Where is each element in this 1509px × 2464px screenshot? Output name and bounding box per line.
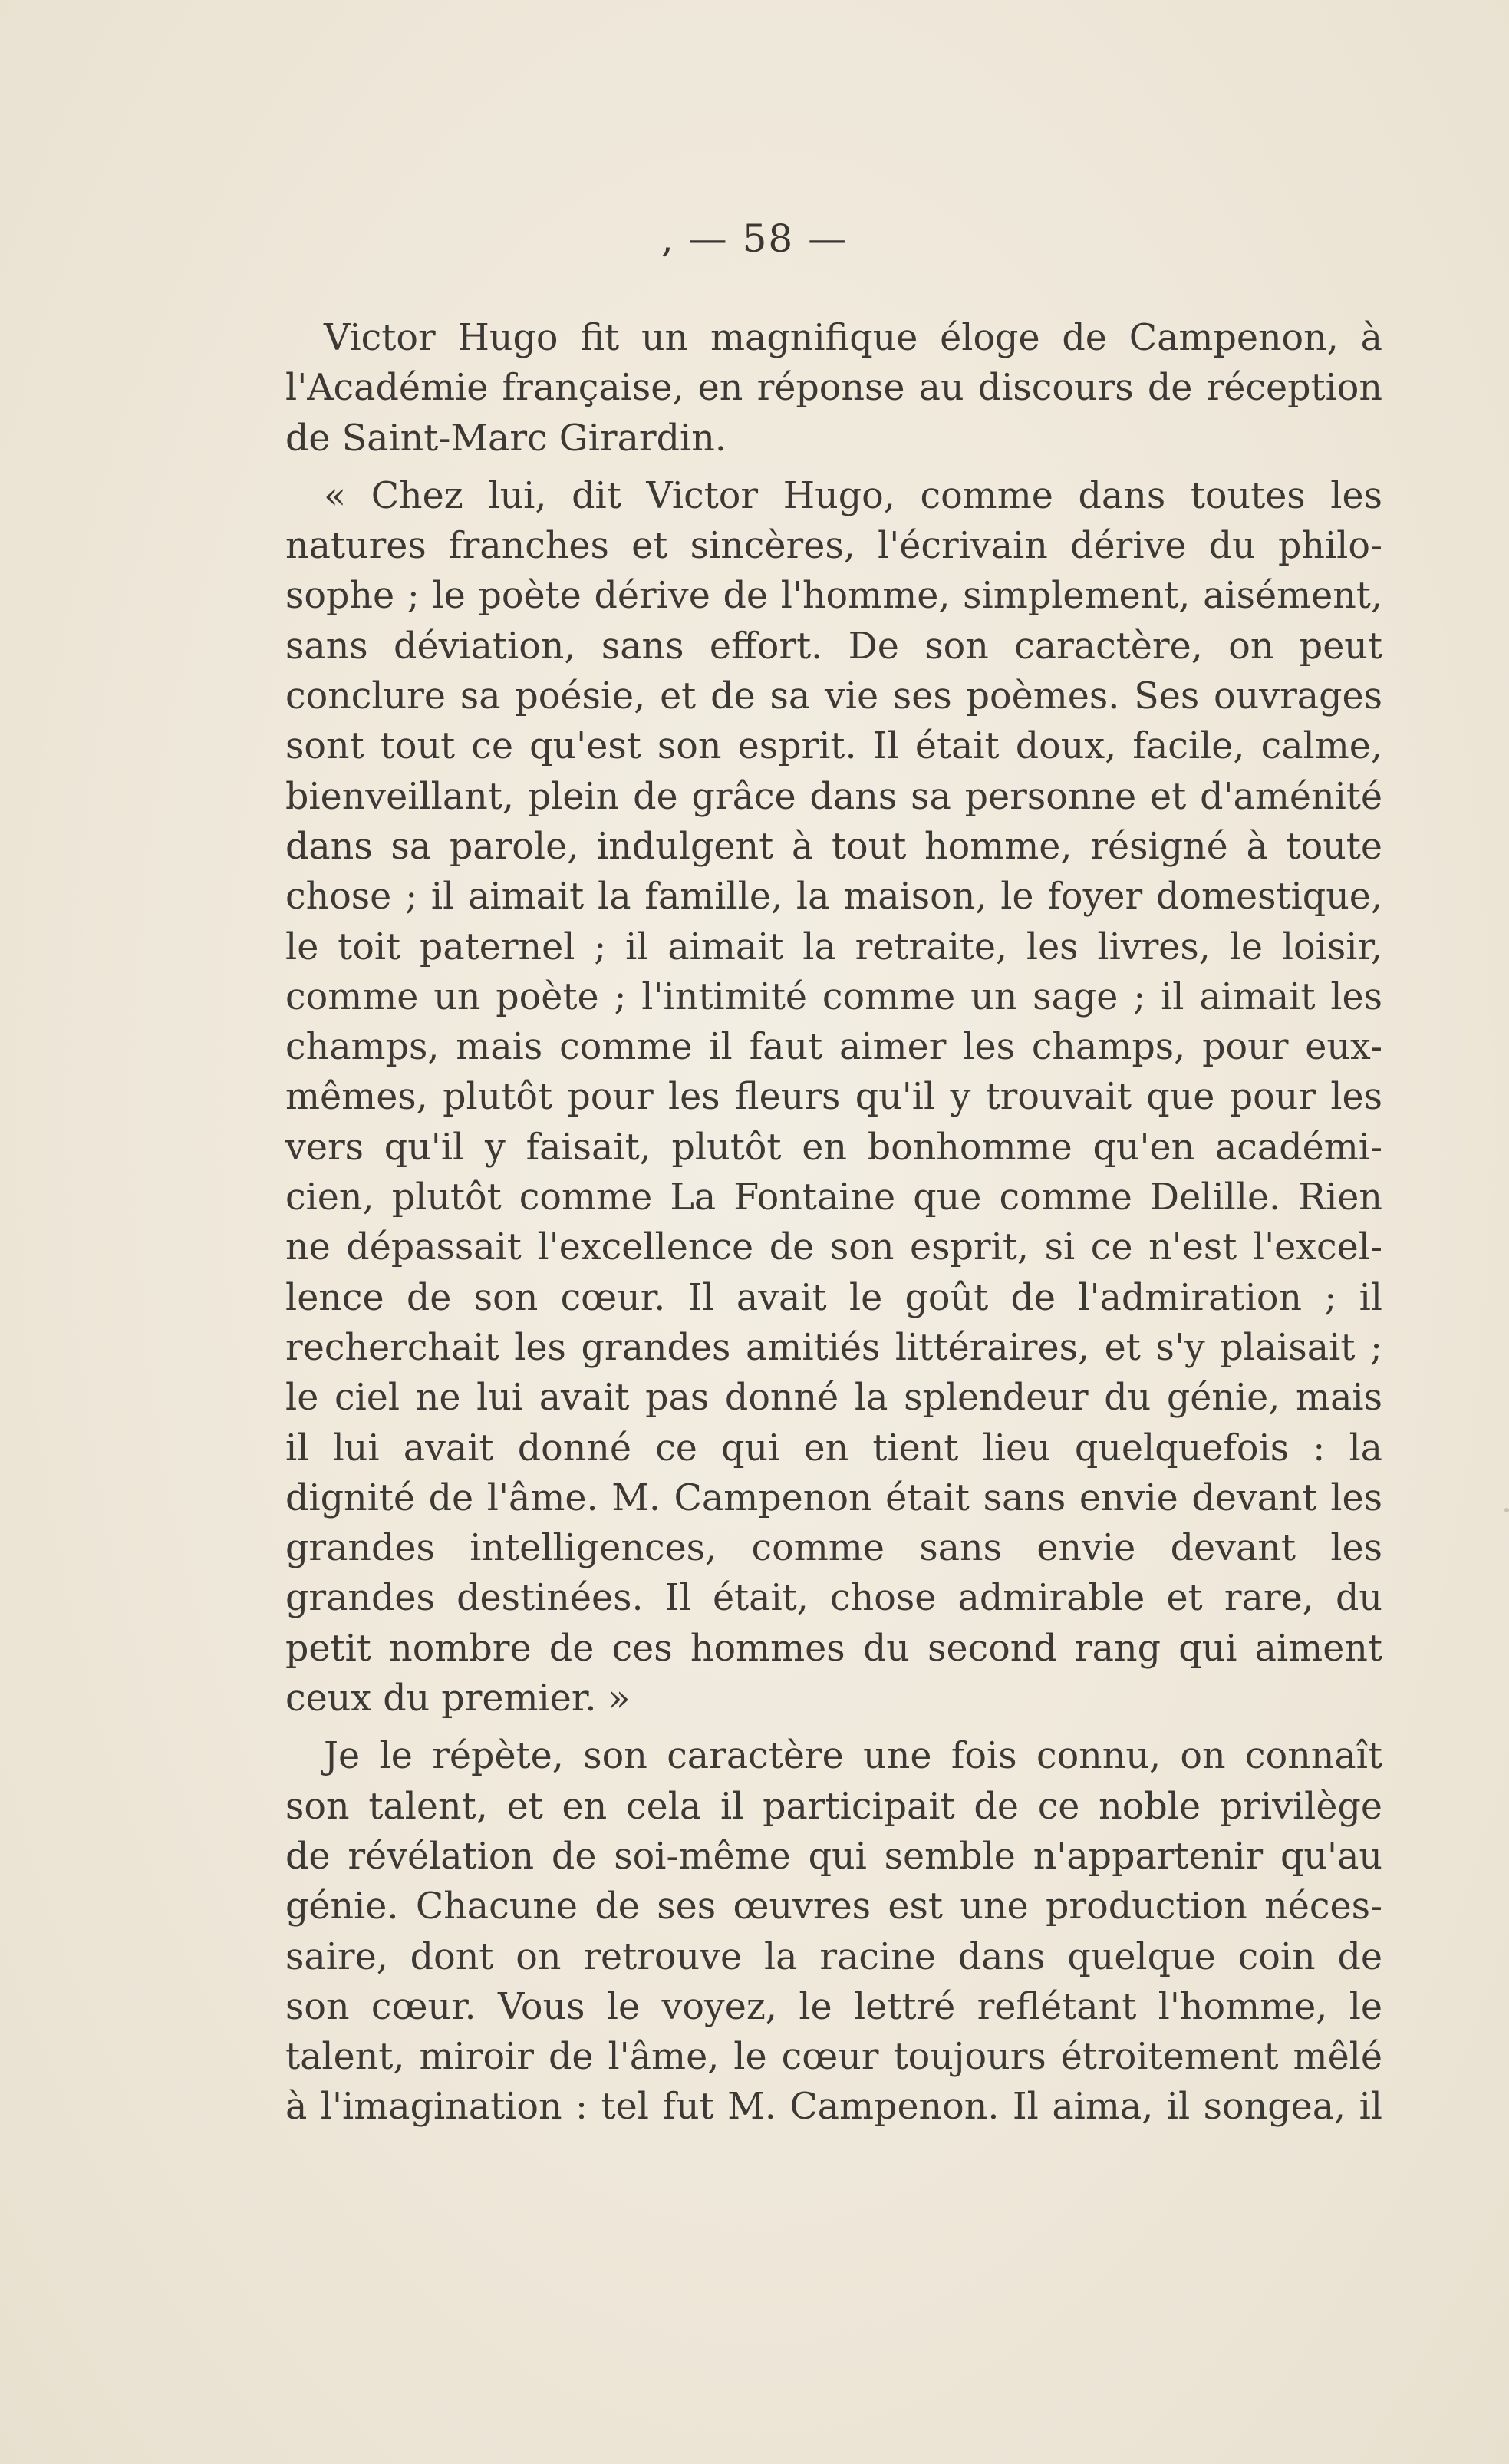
text-line: mêmes, plutôt pour les fleurs qu'il y trouvait que pour les	[285, 1076, 1382, 1119]
text-line: champs, mais comme il faut aimer les champs, pour eux-	[285, 1026, 1382, 1069]
text-line: « Chez lui, dit Victor Hugo, comme dans toutes les	[324, 474, 1382, 517]
text-line: l'Académie française, en réponse au discours de réception	[285, 367, 1382, 410]
text-line: recherchait les grandes amitiés littéraires, et s'y plaisait ;	[285, 1326, 1382, 1369]
paragraph	[285, 1731, 1382, 2132]
text-line: bienveillant, plein de grâce dans sa personne et d'aménité	[285, 775, 1382, 818]
text-line: le ciel ne lui avait pas donné la splendeur du génie, mais	[285, 1377, 1382, 1420]
text-line: grandes destinées. Il était, chose admirable et rare, du	[285, 1577, 1382, 1620]
text-line: son cœur. Vous le voyez, le lettré reflétant l'homme, le	[285, 1985, 1382, 2028]
text-line: vers qu'il y faisait, plutôt en bonhomme qu'en académi-	[285, 1126, 1382, 1169]
text-line: sophe ; le poète dérive de l'homme, simplement, aisément,	[285, 575, 1382, 618]
text-line: dans sa parole, indulgent à tout homme, résigné à toute	[285, 825, 1382, 868]
text-line: chose ; il aimait la famille, la maison, le foyer domestique,	[285, 876, 1382, 919]
text-line: de Saint-Marc Girardin.	[285, 417, 726, 460]
text-line: sont tout ce qu'est son esprit. Il était doux, facile, calme,	[285, 725, 1382, 768]
text-line: Je le répète, son caractère une fois connu, on connaît	[324, 1735, 1382, 1778]
body-text	[285, 313, 1382, 2132]
text-line: le toit paternel ; il aimait la retraite, les livres, le loisir,	[285, 925, 1382, 968]
text-line: son talent, et en cela il participait de ce noble privilège	[285, 1785, 1382, 1828]
text-line: comme un poète ; l'intimité comme un sage ; il aimait les	[285, 975, 1382, 1018]
text-line: ne dépassait l'excellence de son esprit, si ce n'est l'excel-	[285, 1226, 1382, 1269]
text-line: Victor Hugo fit un magnifique éloge de Campenon, à	[324, 317, 1382, 359]
text-line: génie. Chacune de ses œuvres est une production néces-	[285, 1885, 1382, 1928]
text-line: cien, plutôt comme La Fontaine que comme Delille. Rien	[285, 1176, 1382, 1219]
paragraph	[285, 313, 1382, 463]
text-line: lence de son cœur. Il avait le goût de l'admiration ; il	[285, 1276, 1382, 1319]
text-line: petit nombre de ces hommes du second rang qui aiment	[285, 1627, 1382, 1670]
text-line: dignité de l'âme. M. Campenon était sans envie devant les	[285, 1476, 1382, 1519]
page-number: , — 58 —	[661, 216, 848, 261]
text-line: il lui avait donné ce qui en tient lieu quelquefois : la	[285, 1427, 1382, 1469]
text-line: à l'imagination : tel fut M. Campenon. Il aima, il songea, il	[285, 2086, 1382, 2129]
margin-speck	[1504, 1508, 1509, 1512]
paragraph	[285, 471, 1382, 1723]
text-line: grandes intelligences, comme sans envie devant les	[285, 1527, 1382, 1570]
text-line: conclure sa poésie, et de sa vie ses poèmes. Ses ouvrages	[285, 675, 1382, 718]
text-line: de révélation de soi-même qui semble n'appartenir qu'au	[285, 1835, 1382, 1878]
text-line: talent, miroir de l'âme, le cœur toujours étroitement mêlé	[285, 2036, 1382, 2079]
text-line: ceux du premier. »	[285, 1677, 631, 1720]
text-line: natures franches et sincères, l'écrivain dérive du philo-	[285, 525, 1382, 568]
text-line: saire, dont on retrouve la racine dans quelque coin de	[285, 1935, 1382, 1978]
text-line: sans déviation, sans effort. De son caractère, on peut	[285, 625, 1382, 668]
